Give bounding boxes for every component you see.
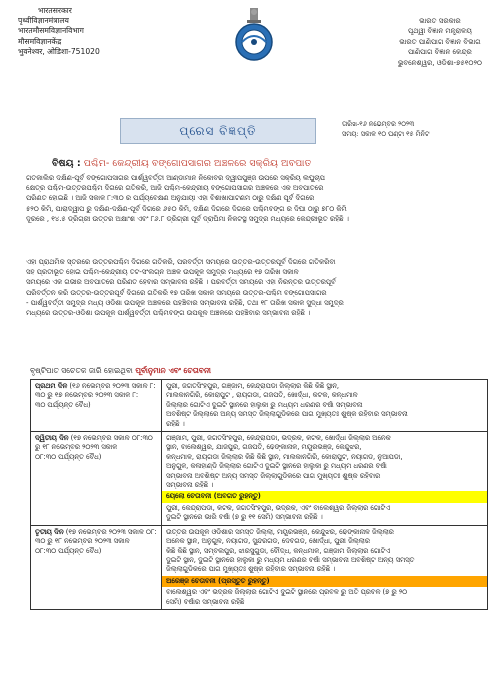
paragraph-line: କ୍ଷେତ୍ର ପଶ୍ଚିମ-ଉତ୍ତରପଶ୍ଚିମ ଦିଗରେ ଗତିକରି, ଆଜି ପଶ୍ଚିମ-କେନ୍ଦ୍ରୀୟ ବଙ୍ଗୋପସାଗର ଅଞ୍ଚଳରେ ଏକ ଅବପାତରେ bbox=[26, 184, 324, 193]
day-cell bbox=[31, 380, 162, 432]
detail-line: କନ୍ଧମାଳ, ରାୟଗଡା ଜିଲ୍ଲାର କିଛି କିଛି ସ୍ଥାନ, ମାଲକାନଗିରି, କୋରାପୁଟ, ନୟାଗଡ, ନୁଆପଡା, bbox=[166, 452, 403, 461]
release-meta bbox=[342, 120, 430, 139]
detail-line: ସମ୍ଭାବନା ରହିଛି । bbox=[166, 481, 214, 490]
detail-line: ରହିଛି । bbox=[166, 419, 185, 428]
forecast-section-header bbox=[30, 366, 211, 376]
paragraph-2 bbox=[26, 257, 480, 318]
header-left-block bbox=[18, 6, 100, 57]
forecast-detail-cell bbox=[162, 525, 488, 609]
subject-text: ପଶ୍ଚିମ- କେନ୍ଦ୍ରୀୟ ବଙ୍ଗୋପସାଗର ଅଞ୍ଚଳରେ ସକ୍ରିୟ ଅବପାତ bbox=[83, 158, 312, 169]
detail-line: ପୁରୀ, ଜଗତସିଂହପୁର, ଗଞ୍ଜାମ, କେନ୍ଦ୍ରାପଡା ଜିଲ୍ଲାର କିଛି କିଛି ସ୍ଥାନ, bbox=[166, 382, 340, 390]
table-row bbox=[31, 525, 488, 609]
header-left-line: मौसमविज्ञानकेंद्र bbox=[18, 36, 62, 46]
detail-line: ଅବଶିଷ୍ଟ ଜିଲ୍ଲାରେ ଅନ୍ୟ ସମସ୍ତ ଜିଲ୍ଲାଗୁଡିକରେ ପାଗ ମୁଖ୍ୟତଃ ଶୁଷ୍କ ରହିବାର ସମ୍ଭାବନା bbox=[166, 410, 408, 419]
header-right-line: ଭାରତ ପାଣିପାଗ ବିଜ୍ଞାନ ବିଭାଗ bbox=[399, 37, 481, 46]
header-right-line: ପାଣିପାଗ ବିଜ୍ଞାନ କେନ୍ଦ୍ର bbox=[408, 48, 472, 57]
warning-detail-line: ଦୁଇଟି ସ୍ଥାନରେ ଭାରି ବର୍ଷା (୭ ରୁ ୧୧ ସେମି) ସମ୍ଭାବନା ରହିଛି । bbox=[166, 513, 323, 522]
day-name: ପ୍ରଥମ ଦିନ bbox=[35, 382, 68, 390]
detail-line: ସ୍ଥାନ, ବାଲେଶ୍ୱର, ଯାଜପୁର, ଗଜପତି, ଢେଙ୍କାନାଳ, ମୟୂରଭଞ୍ଜ, କେନ୍ଦୁଝର, bbox=[166, 443, 362, 452]
header-left-line: भारतमौसमविज्ञानविभाग bbox=[18, 26, 84, 36]
detail-line: ଜିଲ୍ଲାର ଗୋଟିଏ ଦୁଇଟି ସ୍ଥାନରେ ହାଲୁକା ରୁ ମଧ୍ୟମ ଧରଣର ବର୍ଷା ସମ୍ଭାବନା bbox=[166, 400, 363, 409]
warning-detail-line: ବାଲେଶ୍ୱର ଏବଂ ଭଦ୍ରକ ଜିଲ୍ଲାର ଗୋଟିଏ ଦୁଇଟି ସ୍ଥାନରେ ପ୍ରବଳ ରୁ ଅତି ପ୍ରବଳ (୭ ରୁ ୨୦ bbox=[166, 588, 408, 597]
detail-line: ଉତ୍ତର ଉପକୂଳ ଓଡିଶାର ସମସ୍ତ ଜିଲ୍ଲା, ମୟୂରଭଞ୍ଜ, କେନ୍ଦୁଝର, ଢେଙ୍କାନାଳ ଜିଲ୍ଲାର bbox=[166, 527, 394, 536]
day-name: ତୃତୀୟ ଦିନ bbox=[35, 527, 64, 536]
header-right-line: ଭୁବନେଶ୍ୱର, ଓଡିଶା-୭୫୧୦୨୦ bbox=[397, 58, 482, 67]
paragraph-line: ୫୨୦ କିମି, ପାରାଦ୍ୱୀପ ରୁ ଦକ୍ଷିଣ-ଦକ୍ଷିଣ-ପୂର୍ବ ଦିଗରେ ୬୫୦ କିମି, ଦକ୍ଷିଣ ଦିଗରେ ଦିଗରେ ପଶ୍ଚିମବଙ୍ଗ ର ଦିଘା ଠାରୁ ୭୮୦ କିମି bbox=[26, 204, 347, 213]
table-row bbox=[31, 380, 488, 432]
subject-label: ବିଷୟ : bbox=[52, 158, 81, 169]
paragraph-line: ସହ ପ୍ରତୀଭୂତ ହୋଇ ପଶ୍ଚିମ-କେନ୍ଦ୍ରୀୟ ତଟ-ସଂଲଗ୍ନ ଅଞ୍ଚଳ ଉପକୂଳ ସମୁଦ୍ର ମଧ୍ୟରେ ୧୭ ତାରିଖ ସକାଳ bbox=[26, 268, 299, 277]
table-row bbox=[31, 432, 488, 526]
detail-line: ଅନୁଗୁଳ, କଳାହାଣ୍ଡି ଜିଲ୍ଲାର ଗୋଟିଏ ଦୁଇଟି ସ୍ଥାନରେ ହାଲୁକା ରୁ ମଧ୍ୟମ ଧରଣର ବର୍ଷା bbox=[166, 462, 387, 471]
forecast-detail-cell bbox=[162, 380, 488, 432]
day-range-line: ୩୦ ରୁ ୧୮ ନଭେମ୍ବର ୨୦୨୩ ସକାଳ bbox=[35, 537, 130, 546]
press-release-title: ପ୍ରେସ ବିଜ୍ଞପ୍ତି bbox=[120, 118, 316, 144]
yellow-warning-label: ୟେଲୋ ଚେତାବନୀ (ଅବଗତ ରୁହନ୍ତୁ) bbox=[162, 491, 487, 502]
day-range-line: ୩୦ ରୁ ୧୭ ନଭେମ୍ବର ୨୦୨୩ ସକାଳ ୮: bbox=[35, 391, 139, 400]
day-range-line: (୧୭ ନଭେମ୍ବର ୨୦୨୩ ସକାଳ ୦୮: bbox=[65, 527, 157, 536]
paragraph-line: ଗତକାଲିର ଦକ୍ଷିଣ-ପୂର୍ବ ବଙ୍ଗୋପସାଗର ପାର୍ଶ୍ୱବର୍ତ୍ତୀ ଆଣ୍ଡାମାନ ନିକୋବର ଦ୍ୱୀପପୁଞ୍ଜ ଉପରେ ସକ୍ରିୟ ଲଘୁଚାପ bbox=[26, 174, 325, 182]
paragraph-line: ଦୂରରେ , ୧୪.୫ ଡ୍ରିଗ୍ରୀ ଉତ୍ତର ଅକ୍ଷାଂଶ ଏବଂ ୮୬.୮ ଡ୍ରିଗ୍ରୀ ପୂର୍ବ ଦ୍ରାଘିମା ନିକଟସ୍ଥ ସମୁଦ୍ର ମଧ୍ୟରେ କେନ୍ଦ୍ରୀଭୂତ ରହିଛି । bbox=[26, 214, 349, 223]
paragraph-line: - ପାର୍ଶ୍ୱବର୍ତ୍ତୀ ସମୁଦ୍ର ମଧ୍ୟ ଓଡିଶା ଉପକୂଳ ଅଞ୍ଚଳରେ ପହଞ୍ଚିବାର ସମ୍ଭାବନା ରହିଛି, ତଥା ୧୮ ତାରିଖ ସକାଳ ସୁଦ୍ଧା ସମୁଦ୍ର bbox=[26, 298, 344, 307]
detail-line: ଜିଲ୍ଲାଗୁଡିକରେ ପାଗ ମୁଖ୍ୟତଃ ଶୁଷ୍କ ରହିବାର ସମ୍ଭାବନା ରହିଛି । bbox=[166, 565, 336, 574]
day-range-line: (୧୭ ନଭେମ୍ବର ସକାଳ ୦୮:୩୦ bbox=[70, 434, 153, 443]
imd-emblem-icon bbox=[226, 6, 282, 62]
paragraph-line: ପରିଣତ ହୋଇଛି । ଆଜି ସକାଳ ୮:୩୦ ର ପର୍ଯ୍ୟବେକ୍ଷଣ ଅନୁଯାୟୀ ଏହା ବିଶାଖାପାଟଣମ ଠାରୁ ଦକ୍ଷିଣ ପୂର୍ବ ଦିଗରେ bbox=[26, 194, 315, 203]
paragraph-line: ମଧ୍ୟରେ ଉତ୍ତର-ଓଡିଶା ଉପକୂଳ ପାର୍ଶ୍ୱବର୍ତ୍ତୀ ପଶ୍ଚିମବଙ୍ଗ ଉପକୂଳ ଅଞ୍ଚଳରେ ପହଞ୍ଚିବାର ସମ୍ଭାବନା ରହିଛି । bbox=[26, 309, 311, 318]
day-range-line: ରୁ ୧୮ ନଭେମ୍ବର ୨୦୨୩ ସକାଳ bbox=[35, 443, 118, 452]
detail-line: ଗଞ୍ଜାମ, ପୁରୀ, ଜଗତସିଂହପୁର, କେନ୍ଦ୍ରାପଡା, ଭଦ୍ରକ, କଟକ, ଖୋର୍ଦ୍ଧା ଜିଲ୍ଲାର ଅନେକ bbox=[166, 434, 391, 443]
day-cell bbox=[31, 525, 162, 609]
detail-line: ସମ୍ଭାବନା ଅବଶିଷ୍ଟ ଅନ୍ୟ ସମସ୍ତ ଜିଲ୍ଲାଗୁଡିକରେ ପାଗ ମୁଖ୍ୟତଃ ଶୁଷ୍କ ରହିବାର bbox=[166, 471, 381, 480]
header-left-line: भारतसरकार bbox=[38, 6, 72, 15]
forecast-detail-cell bbox=[162, 432, 488, 526]
day-name: ଦ୍ୱିତୀୟ ଦିନ bbox=[35, 434, 69, 443]
release-date: ତାରିଖ-୧୬ ନଭେମ୍ବର ୨୦୨୩ bbox=[342, 120, 415, 128]
forecast-table bbox=[30, 379, 488, 610]
detail-line: ମାଲକାନଗିରି, କୋରାପୁଟ , ରାୟଗଡା, ଗଜପତି, ଖୋର୍ଦ୍ଧା, କଟକ, କନ୍ଧମାଳ bbox=[166, 391, 358, 400]
paragraph-line: ପରିବର୍ତ୍ତନ କରି ଉତ୍ତର-ଉତ୍ତରପୂର୍ବ ଦିଗରେ ଗତିକରି ୧୭ ତାରିଖ ସକାଳ ସମୟରେ ଉତ୍ତର-ପଶ୍ଚିମ ବଙ୍ଗୋପସାଗର bbox=[26, 288, 327, 297]
detail-line: ଅନେକ ସ୍ଥାନ, ଅନୁଗୁଳ, ନୟାଗଡ, ସୁନ୍ଦରଗଡ, ଦେବଗଡ, ଖୋର୍ଦ୍ଧା, ପୁରୀ ଜିଲ୍ଲାର bbox=[166, 537, 370, 546]
day-range-line: ୦୮:୩୦ ପର୍ଯ୍ୟନ୍ତ ବୈଧ) bbox=[35, 546, 102, 555]
section-header-text: ବୃଷ୍ଟିପାତ ସଚେତକ ଜାରି ହୋଇଥିବା bbox=[30, 366, 133, 375]
day-range-line: (୧୬ ନଭେମ୍ବର ୨୦୨୩ ସକାଳ ୮: bbox=[69, 382, 156, 390]
paragraph-1 bbox=[26, 173, 480, 224]
day-cell bbox=[31, 432, 162, 526]
header-left-line: भुवनेश्वर, ओडिशा-751020 bbox=[18, 46, 100, 56]
header-right-line: ଭାରତ ସରକାର bbox=[419, 17, 461, 25]
header-right-line: ପୃଥ୍ୱୀ ବିଜ୍ଞାନ ମନ୍ତ୍ରାଳୟ bbox=[408, 27, 472, 36]
header-right-block bbox=[398, 16, 482, 68]
day-range-line: ୦୮:୩୦ ପର୍ଯ୍ୟନ୍ତ ବୈଧ) bbox=[35, 452, 102, 461]
detail-line: ଦୁଇଟି ସ୍ଥାନ, ଦୁଇଟି ସ୍ଥାନରେ ହାଲୁକା ରୁ ମଧ୍ୟମ ଧରଣର ବର୍ଷା ସମ୍ଭାବନା ଅବଶିଷ୍ଟ ଅନ୍ୟ ସମସ୍ତ bbox=[166, 555, 415, 564]
subject-line bbox=[52, 158, 311, 169]
paragraph-line: ସମୟରେ ଏକ ଗଭୀର ଅବପାତରେ ପରିଣତ ହେବାର ସମ୍ଭାବନା ରହିଛି । ପରବର୍ତ୍ତୀ ସମୟରେ ଏହା ନିରନ୍ତର ଉତ୍ତରପୂର୍ବ bbox=[26, 278, 336, 287]
day-range-line: ୩୦ ପର୍ଯ୍ୟନ୍ତ ବୈଧ) bbox=[35, 400, 91, 409]
warning-detail-line: ପୁରୀ, କେନ୍ଦ୍ରାପଡା, କଟକ, ଜଗତସିଂହପୁର, ଭଦ୍ରକ, ଏବଂ ବାଲେଶ୍ୱର ଜିଲ୍ଲାର ଗୋଟିଏ bbox=[166, 503, 390, 512]
paragraph-line: ଏହା ପ୍ରାଥମିକ ସ୍ତରରେ ଉତ୍ତରପଶ୍ଚିମ ଦିଗରେ ଗତିକରି, ପରବର୍ତ୍ତୀ ସମୟରେ ଉତ୍ତର-ଉତ୍ତରପୂର୍ବ ଦିଗରେ ଗତିକରିବା bbox=[26, 258, 336, 266]
release-time: ସମୟ: ସକାଳ ୧୦ ଘଣ୍ଟା ୧୫ ମିନିଟ bbox=[342, 129, 430, 138]
header-left-line: पृथ्वीविज्ञानमंत्रालय bbox=[18, 16, 69, 26]
warning-detail-line: ସେମି) ବର୍ଷାର ସମ୍ଭାବନା ରହିଛି bbox=[166, 597, 245, 606]
orange-warning-label: ଅରେଞ୍ଜ ଚେତାବନୀ (ପ୍ରସ୍ତୁତ ରୁହନ୍ତୁ) bbox=[162, 576, 487, 587]
section-header-highlight: ପୂର୍ବାନୁମାନ ଏବଂ ଚେତାବନୀ bbox=[135, 366, 211, 375]
detail-line: କିଛି କିଛି ସ୍ଥାନ, ସମ୍ବଲପୁର, ଝାରସୁଗୁଡା, ବୌଦ୍ଧ, କନ୍ଧମାଳ, ଗଞ୍ଜାମ ଜିଲ୍ଲାର ଗୋଟିଏ bbox=[166, 546, 391, 555]
